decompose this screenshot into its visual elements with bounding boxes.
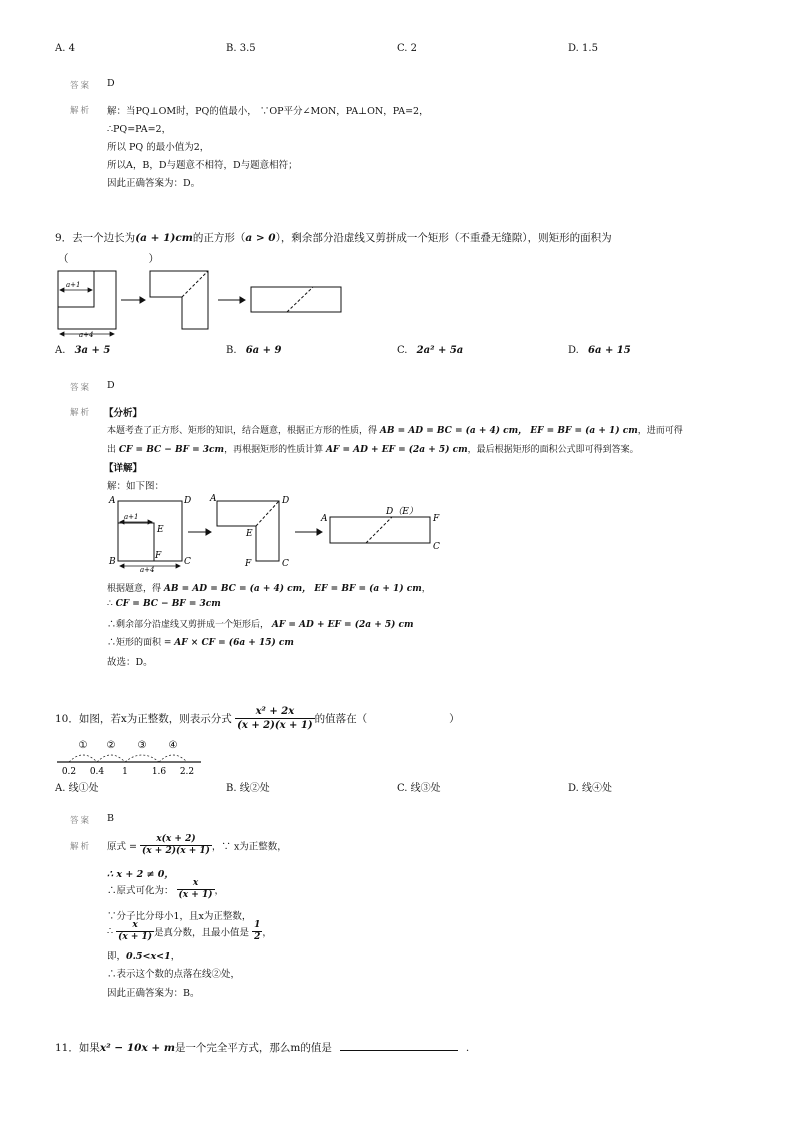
q10-option-d: D. 线④处	[568, 783, 613, 794]
sol-fig2-label-C: C	[282, 559, 289, 569]
q10-sol-fraction-half: $\frac{1}{2}$	[254, 920, 261, 942]
q10-tick-1: 0.2	[61, 767, 77, 777]
q9-option-c: C. 2a² + 5a	[397, 345, 464, 356]
q9-fenxi-title: 【分析】	[104, 408, 143, 419]
q9-sol-line-1: 根据题意，得 AB = AD = BC = (a + 4) cm， EF = BF = (a + 1) cm，	[107, 584, 431, 594]
q10-mark-4: ④	[168, 740, 178, 751]
sol-fig-label-a1: a+1	[124, 513, 139, 521]
q9-answer-label: 答案	[70, 383, 92, 393]
q10-sol-line-3: ∴原式可化为： $\frac{x}{(x + 1)}$ ，	[107, 878, 225, 900]
q9-option-d: D. 6a + 15	[568, 345, 631, 356]
q9-sol-line-5: 故选：D。	[107, 657, 153, 668]
sol-fig2-label-D: D	[282, 496, 290, 506]
q9-solution-figure	[104, 492, 450, 574]
q9-stem: 9．去一个边长为(a + 1)cm的正方形（a > 0），剩余部分沿虚线又剪拼成一个矩形（不重叠无缝隙），则矩形的面积为	[55, 232, 612, 244]
q10-option-b: B. 线②处	[226, 783, 270, 794]
q9-option-b: B. 6a + 9	[226, 345, 282, 356]
q10-option-a: A. 线①处	[55, 783, 99, 794]
q10-mark-1: ①	[78, 740, 88, 751]
q9-fig-label-a1: a+1	[66, 281, 81, 289]
q11-stem: 11．如果x² − 10x + m是一个完全平方式，那么m的值是 .	[55, 1042, 470, 1054]
sol-fig-label-A: A	[109, 496, 116, 506]
q8-analysis-line-3: 所以 PQ 的最小值为2，	[107, 142, 210, 153]
q10-stem-fraction: $\frac{\text{x² + 2x}}{(x + 2)(x + 1)}$	[237, 706, 313, 731]
sol-fig-rect-cut-line	[366, 517, 392, 543]
sol-fig2-label-F: F	[245, 559, 252, 569]
sol-fig-label-F: F	[155, 551, 162, 561]
q10-answer: B	[107, 813, 114, 824]
q10-mark-2: ②	[106, 740, 116, 751]
sol-fig3-label-DE: D（E）	[386, 507, 418, 517]
q9-figure	[55, 268, 350, 340]
sol-fig-label-a4: a+4	[140, 566, 155, 574]
q10-mark-3: ③	[137, 740, 147, 751]
q10-arc-4	[159, 755, 187, 762]
sol-fig-label-E: E	[157, 525, 164, 535]
q10-option-c: C. 线③处	[397, 783, 441, 794]
q8-answer-label: 答案	[70, 81, 92, 91]
q10-sol-line-8: 因此正确答案为：B。	[107, 988, 200, 999]
q9-option-a: A. 3a + 5	[55, 345, 111, 356]
sol-fig3-label-F: F	[433, 514, 440, 524]
q10-sol-fraction-1: $\frac{x(x + 2)}{(x + 2)(x + 1)}$	[142, 834, 210, 856]
q9-answer: D	[107, 380, 115, 391]
q8-option-c: C. 2	[397, 43, 418, 54]
sol-fig-cut-line	[256, 501, 279, 526]
q8-analysis-line-2: ∴PQ=PA=2，	[107, 124, 172, 135]
q10-sol-line-5: ∴ $\frac{x}{(x + 1)}$ 是真分数，且最小值是 $\frac{1}{2}$ ，	[107, 920, 272, 942]
q10-number-line	[55, 734, 205, 778]
q10-stem: 10．如图，若x为正整数，则表示分式 $\frac{\text{x² + 2x}}{(x + 2)(x + 1)}$ 的值落在（ ）	[55, 706, 460, 731]
q10-sol-fraction-3: $\frac{x}{(x + 1)}$	[118, 920, 153, 942]
q9-sol-line-4: ∴矩形的面积 = AF × CF = (6a + 15) cm	[107, 638, 294, 648]
q10-arc-3	[125, 755, 159, 762]
q10-tick-3: 1	[122, 767, 128, 777]
sol-fig-rectangle	[330, 517, 430, 543]
q10-sol-line-7: ∴表示这个数的点落在线②处，	[107, 969, 241, 980]
q9-fenxi-line-2: 出 CF = BC − BF = 3cm，再根据矩形的性质计算 AF = AD + EF = (2a + 5) cm，最后根据矩形的面积公式即可得到答案。	[107, 445, 639, 455]
sol-fig-label-C: C	[184, 557, 191, 567]
q8-option-a: A. 4	[55, 43, 75, 54]
q9-fig-rect-cut-line	[287, 287, 313, 312]
q10-sol-line-1: 原式 = $\frac{x(x + 2)}{(x + 2)(x + 1)}$ ，∵ x为正整数，	[107, 834, 287, 856]
q10-analysis-label: 解析	[70, 842, 92, 852]
sol-fig2-label-A: A	[210, 494, 217, 504]
q9-fig-label-a4: a+4	[79, 331, 94, 339]
q10-sol-line-6: 即，0.5<x<1，	[107, 951, 181, 962]
q9-sol-line-3: ∴剩余部分沿虚线又剪拼成一个矩形后， AF = AD + EF = (2a + 5) cm	[107, 620, 414, 630]
q10-arc-2	[97, 755, 125, 762]
q8-option-b: B. 3.5	[226, 43, 256, 54]
q9-sol-line-2: ∴ CF = BC − BF = 3cm	[107, 599, 221, 609]
q10-tick-5: 2.2	[179, 767, 195, 777]
q8-option-d: D. 1.5	[568, 43, 598, 54]
q10-tick-2: 0.4	[89, 767, 105, 777]
q9-fig-rectangle	[251, 287, 341, 312]
sol-fig-small-square	[118, 523, 154, 561]
q10-sol-line-2: ∴ x + 2 ≠ 0，	[107, 869, 174, 880]
q10-answer-label: 答案	[70, 816, 92, 826]
sol-fig-label-D: D	[184, 496, 192, 506]
q8-analysis-label: 解析	[70, 106, 92, 116]
q8-analysis-line-5: 因此正确答案为：D。	[107, 178, 201, 189]
q8-answer: D	[107, 78, 115, 89]
sol-fig3-label-C: C	[433, 542, 440, 552]
q8-analysis-line-4: 所以A，B，D与题意不相符，D与题意相符；	[107, 160, 298, 171]
q9-answer-paren: （ ）	[58, 253, 159, 265]
q9-xiangjie-intro: 解：如下图：	[107, 481, 165, 492]
q9-xiangjie-title: 【详解】	[104, 463, 143, 474]
q8-analysis-line-1: 解：当PQ⊥OM时，PQ的值最小， ∵OP平分∠MON，PA⊥ON，PA=2，	[107, 106, 429, 117]
q11-answer-blank[interactable]	[340, 1050, 458, 1051]
q10-tick-4: 1.6	[151, 767, 167, 777]
q10-sol-fraction-2: $\frac{x}{(x + 1)}$	[178, 878, 213, 900]
q9-fenxi-line-1: 本题考查了正方形、矩形的知识，结合题意，根据正方形的性质，得 AB = AD = BC = (a + 4) cm， EF = BF = (a + 1) cm，进而可得	[107, 426, 683, 436]
sol-fig2-label-E: E	[246, 529, 253, 539]
q10-sol-line-4: ∵分子比分母小1，且x为正整数，	[107, 911, 252, 922]
q10-arc-1	[69, 755, 97, 762]
sol-fig3-label-A: A	[321, 514, 328, 524]
q9-fig-l-shape	[150, 271, 208, 329]
q9-fig-big-square	[58, 271, 116, 329]
q9-fig-cut-line	[182, 271, 208, 297]
q9-analysis-label: 解析	[70, 408, 92, 418]
sol-fig-label-B: B	[109, 557, 116, 567]
sol-fig-big-square	[118, 501, 182, 561]
